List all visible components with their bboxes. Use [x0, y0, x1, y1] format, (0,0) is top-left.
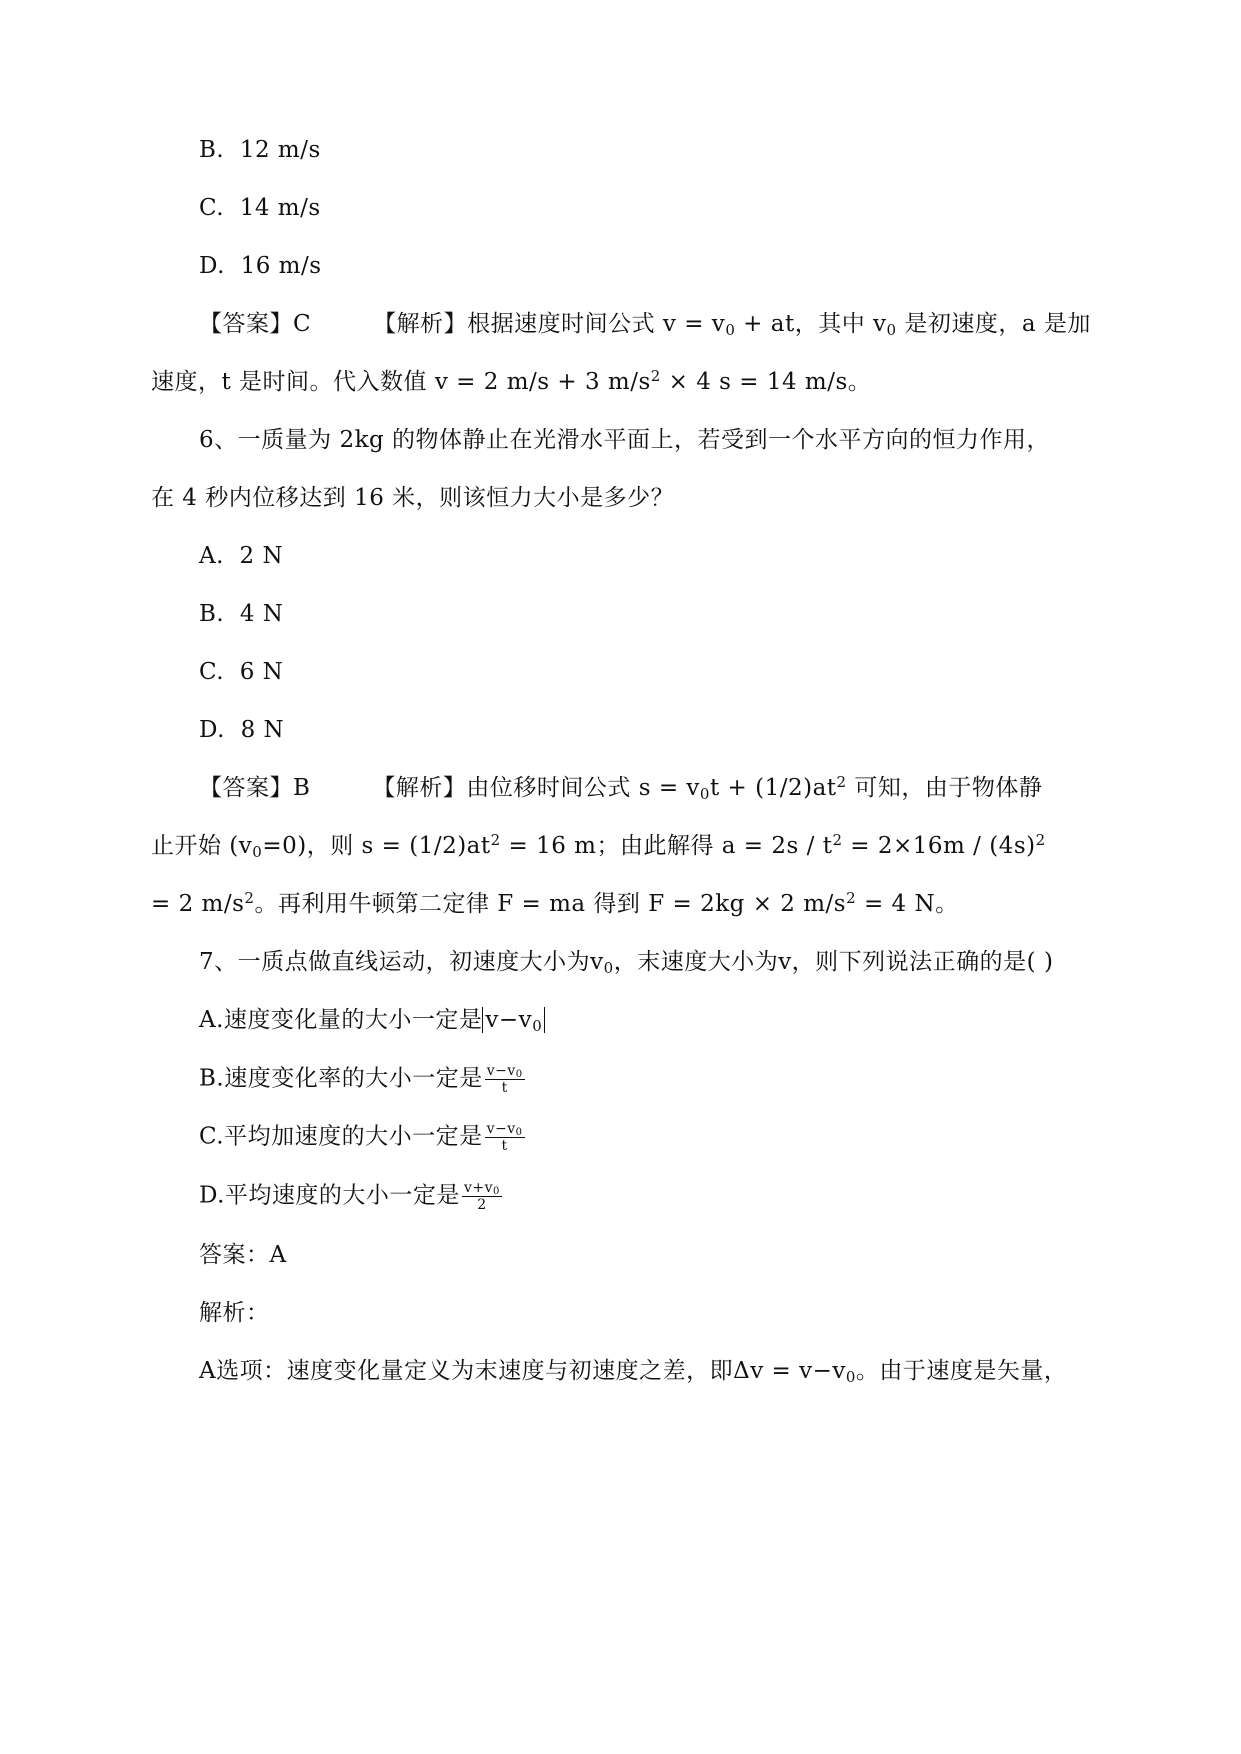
option-label: D. — [199, 717, 225, 743]
expr-text: v−v — [486, 1121, 516, 1137]
analysis-tag: 【解析】 — [373, 311, 468, 337]
option-text: 16 m/s — [240, 253, 322, 279]
superscript: 2 — [836, 773, 847, 791]
analysis-text: =0)，则 s = (1/2)at — [262, 833, 491, 859]
analysis-text: 止开始 (v — [151, 833, 253, 859]
q7-option-d — [199, 1180, 502, 1213]
answer-tag: 【答案】 — [199, 775, 293, 801]
superscript: 2 — [1035, 831, 1046, 849]
superscript: 2 — [846, 889, 857, 907]
analysis-tag: 【解析】 — [372, 775, 467, 801]
q7-analysis-a — [199, 1356, 1067, 1386]
option-text: 14 m/s — [239, 195, 321, 221]
subscript: 0 — [493, 1186, 500, 1197]
fraction — [462, 1180, 502, 1213]
answer-value: B — [293, 775, 311, 801]
analysis-text: 根据速度时间公式 v = v — [467, 311, 726, 337]
q6-analysis-line-3 — [151, 889, 959, 919]
q7-analysis-label: 解析： — [199, 1300, 270, 1326]
analysis-text: = 4 N。 — [856, 891, 959, 917]
expr-text: v−v — [486, 1063, 516, 1079]
expr-text: v−v — [485, 1007, 533, 1033]
superscript: 2 — [832, 831, 843, 849]
q7-option-c — [199, 1121, 525, 1154]
option-text: C.平均加速度的大小一定是 — [199, 1123, 483, 1150]
stem-text: 7、一质点做直线运动，初速度大小为v — [199, 949, 604, 975]
q7-stem — [199, 947, 1053, 977]
option-c — [199, 657, 283, 687]
option-label: B. — [199, 137, 225, 163]
analysis-text: 由位移时间公式 s = v — [466, 775, 700, 801]
superscript: 2 — [650, 367, 661, 385]
option-text: 4 N — [239, 601, 284, 627]
q7-answer: 答案：A — [199, 1242, 287, 1268]
subscript: 0 — [515, 1127, 523, 1138]
option-label: A. — [199, 543, 224, 569]
option-d — [199, 715, 284, 745]
superscript: 2 — [244, 889, 255, 907]
option-a — [199, 541, 283, 571]
fraction-numerator — [462, 1180, 502, 1197]
option-text: 2 N — [239, 543, 284, 569]
subscript: 0 — [532, 1017, 543, 1035]
q6-stem-line-2: 在 4 秒内位移达到 16 米，则该恒力大小是多少？ — [151, 485, 675, 511]
answer-tag: 【答案】 — [199, 311, 293, 337]
analysis-text: A选项：速度变化量定义为末速度与初速度之差，即Δv = v−v — [199, 1358, 846, 1384]
expr-text: v+v — [463, 1180, 493, 1196]
analysis-text: = 2×16m / (4s) — [842, 833, 1036, 859]
analysis-text: 。由于速度是矢量， — [855, 1358, 1068, 1384]
subscript: 0 — [603, 959, 614, 977]
fraction-denominator: 2 — [477, 1197, 487, 1213]
option-c — [199, 193, 321, 223]
fraction-denominator: t — [501, 1138, 508, 1154]
option-text: 6 N — [239, 659, 284, 685]
answer-value: C — [293, 311, 312, 337]
analysis-text: t + (1/2)at — [709, 775, 837, 801]
fraction-numerator — [485, 1121, 525, 1138]
option-label: B. — [199, 601, 225, 627]
option-b — [199, 599, 283, 629]
subscript: 0 — [725, 321, 736, 339]
option-label: D. — [199, 253, 225, 279]
superscript: 2 — [490, 831, 501, 849]
analysis-text: × 4 s = 14 m/s。 — [660, 369, 872, 395]
fraction-denominator: t — [501, 1080, 508, 1096]
q5-answer-line — [199, 309, 1091, 339]
subscript: 0 — [886, 321, 897, 339]
option-b — [199, 135, 321, 165]
analysis-text: = 16 m；由此解得 a = 2s / t — [500, 833, 833, 859]
analysis-text: = 2 m/s — [151, 891, 245, 917]
subscript: 0 — [515, 1069, 523, 1080]
subscript: 0 — [845, 1368, 856, 1386]
q6-stem-line-1: 6、一质量为 2kg 的物体静止在光滑水平面上，若受到一个水平方向的恒力作用， — [199, 427, 1051, 453]
q6-analysis-line-2 — [151, 831, 1046, 861]
fraction — [485, 1121, 525, 1154]
q7-option-a — [199, 1005, 545, 1035]
option-text: 8 N — [240, 717, 285, 743]
fraction-numerator — [485, 1063, 525, 1080]
fraction — [485, 1063, 525, 1096]
q6-answer-line — [199, 773, 1042, 803]
analysis-text: 速度，t 是时间。代入数值 v = 2 m/s + 3 m/s — [151, 369, 651, 395]
option-text: D.平均速度的大小一定是 — [199, 1182, 460, 1209]
stem-text: ，末速度大小为v，则下列说法正确的是( ) — [613, 949, 1054, 975]
q5-analysis-line-2 — [151, 367, 871, 397]
option-label: C. — [199, 659, 225, 685]
option-text: A.速度变化量的大小一定是 — [199, 1007, 483, 1033]
abs-expression — [482, 1007, 545, 1033]
option-label: C. — [199, 195, 225, 221]
analysis-text: 。再利用牛顿第二定律 F = ma 得到 F = 2kg × 2 m/s — [254, 891, 847, 917]
option-d — [199, 251, 322, 281]
option-text: B.速度变化率的大小一定是 — [199, 1065, 483, 1092]
subscript: 0 — [252, 843, 263, 861]
analysis-text: + at，其中 v — [735, 311, 887, 337]
q7-option-b — [199, 1063, 525, 1096]
option-text: 12 m/s — [239, 137, 321, 163]
analysis-text: 是初速度，a 是加 — [896, 311, 1091, 337]
analysis-text: 可知，由于物体静 — [846, 775, 1043, 801]
subscript: 0 — [699, 785, 710, 803]
